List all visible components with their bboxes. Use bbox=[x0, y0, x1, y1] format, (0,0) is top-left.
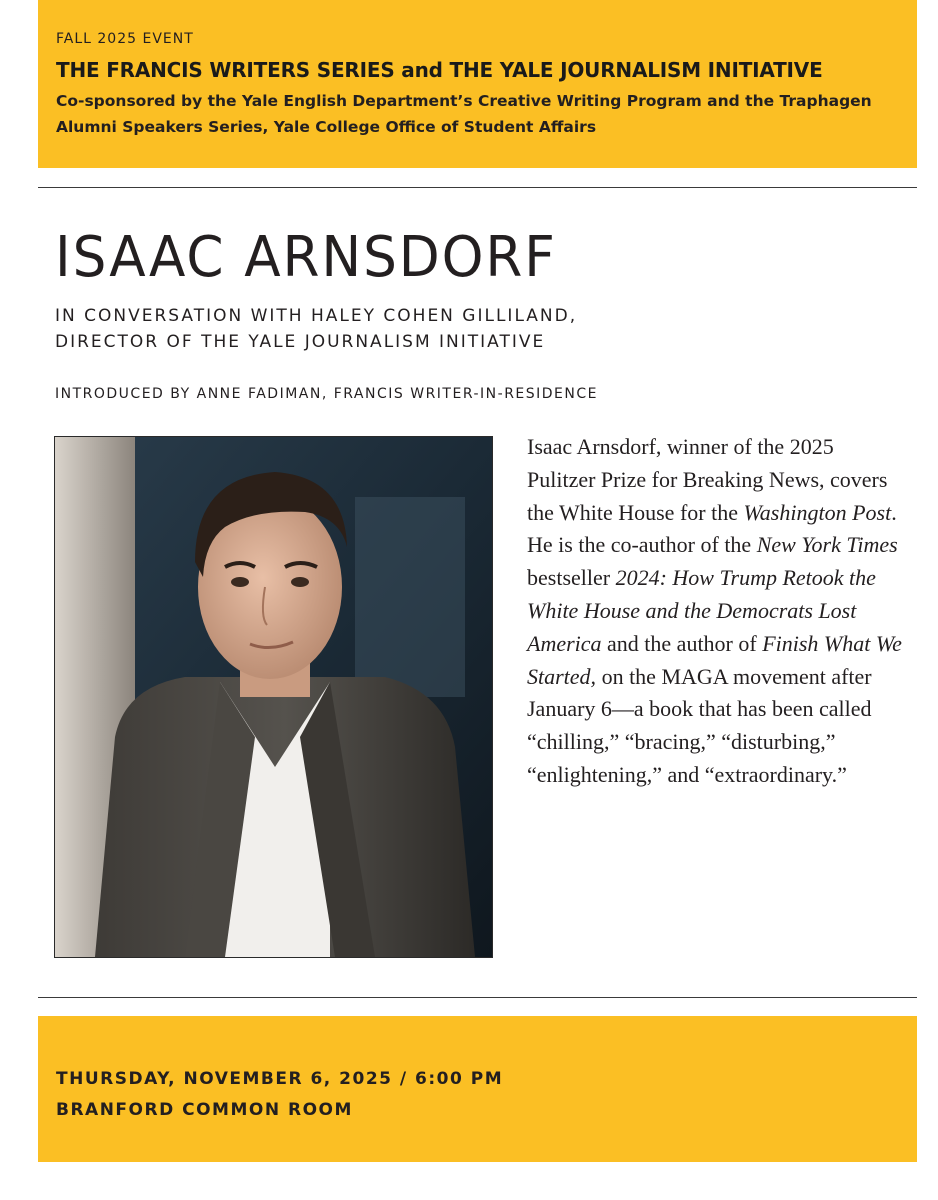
speaker-bio bbox=[527, 431, 907, 792]
bottom-divider bbox=[38, 997, 917, 998]
bio-publication-2: New York Times bbox=[756, 532, 898, 558]
speaker-photo bbox=[55, 437, 492, 957]
speaker-name: ISAAC ARNSDORF bbox=[55, 225, 557, 290]
cosponsor-text: Co-sponsored by the Yale English Department’s Creative Writing Program and the Traphagen Alumni Speakers Series, Yale College Office of Student Affairs bbox=[56, 92, 872, 136]
conversation-line-2: DIRECTOR OF THE YALE JOURNALISM INITIATIVE bbox=[55, 332, 546, 352]
event-date-time: THURSDAY, NOVEMBER 6, 2025 / 6:00 PM bbox=[56, 1069, 504, 1089]
bio-book-1: 2024: How Trump Retook the White House and the Democrats Lost America bbox=[527, 565, 876, 656]
event-venue: BRANFORD COMMON ROOM bbox=[56, 1100, 353, 1120]
bio-part-5: on the MAGA movement after January 6—a book that has been called “chilling,” “bracing,” “disturbing,” “enlightening,” and “extraordinary.” bbox=[527, 663, 872, 787]
bio-part-4: and the author of bbox=[601, 630, 763, 656]
event-details-banner bbox=[38, 1016, 917, 1162]
top-divider bbox=[38, 187, 917, 188]
header-banner bbox=[38, 0, 917, 168]
series-title: THE FRANCIS WRITERS SERIES and THE YALE JOURNALISM INITIATIVE bbox=[56, 58, 823, 82]
event-eyebrow: FALL 2025 EVENT bbox=[56, 31, 194, 47]
bio-publication-1: Washington Post bbox=[743, 499, 892, 525]
bio-book-2: Finish What We Started, bbox=[527, 630, 902, 689]
bio-part-2: . He is the co-author of the bbox=[527, 499, 897, 558]
bio-part-1: Isaac Arnsdorf, winner of the 2025 Pulitzer Prize for Breaking News, covers the White House for the bbox=[527, 434, 888, 525]
bio-part-3: bestseller bbox=[527, 565, 616, 591]
introduced-by: INTRODUCED BY ANNE FADIMAN, FRANCIS WRITER-IN-RESIDENCE bbox=[55, 386, 598, 402]
conversation-line-1: IN CONVERSATION WITH HALEY COHEN GILLILAND, bbox=[55, 306, 578, 326]
conversation-credit bbox=[55, 303, 577, 355]
